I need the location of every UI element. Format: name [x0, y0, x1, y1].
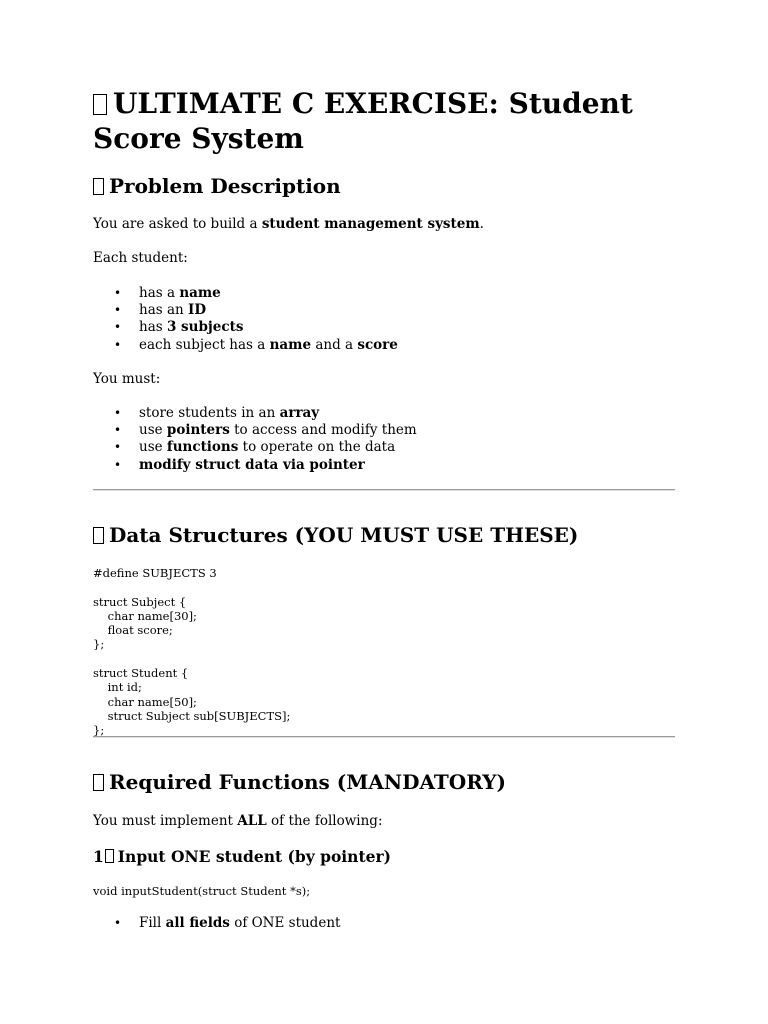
functions-intro: You must implement ALL of the following:	[93, 813, 383, 829]
page-title: ULTIMATE C EXERCISE: Student Score System	[93, 87, 633, 155]
missing-glyph-icon	[93, 94, 107, 115]
list-item: • has 3 subjects	[93, 319, 398, 336]
function-1-list	[93, 915, 340, 932]
divider	[93, 489, 675, 491]
missing-glyph-icon	[93, 774, 104, 791]
list-item: • has a name	[93, 285, 398, 302]
list-item: • use functions to operate on the data	[93, 439, 417, 456]
list-item: • has an ID	[93, 302, 398, 319]
list-item: • store students in an array	[93, 405, 417, 422]
problem-heading: Problem Description	[93, 174, 341, 198]
list-item: • each subject has a name and a score	[93, 337, 398, 354]
list-item: • use pointers to access and modify them	[93, 422, 417, 439]
each-student-label: Each student:	[93, 250, 188, 266]
structures-heading: Data Structures (YOU MUST USE THESE)	[93, 523, 578, 547]
missing-glyph-icon	[93, 527, 104, 544]
divider	[93, 736, 675, 738]
requirements-list	[93, 405, 417, 474]
code-block: #define SUBJECTS 3 struct Subject { char name[30]; float score; }; struct Student { int id; char name[50]; struct Subject sub[SUBJECTS]; };	[93, 566, 291, 738]
list-item: • modify struct data via pointer	[93, 457, 417, 474]
missing-glyph-icon	[105, 849, 114, 863]
function-signature: void inputStudent(struct Student *s);	[93, 884, 311, 898]
you-must-label: You must:	[93, 371, 161, 387]
function-1-heading: 1 Input ONE student (by pointer)	[93, 847, 391, 866]
student-attributes-list	[93, 285, 398, 354]
list-item: • Fill all fields of ONE student	[93, 915, 340, 932]
functions-heading: Required Functions (MANDATORY)	[93, 770, 506, 794]
missing-glyph-icon	[93, 178, 104, 195]
problem-intro: You are asked to build a student management system.	[93, 216, 484, 232]
